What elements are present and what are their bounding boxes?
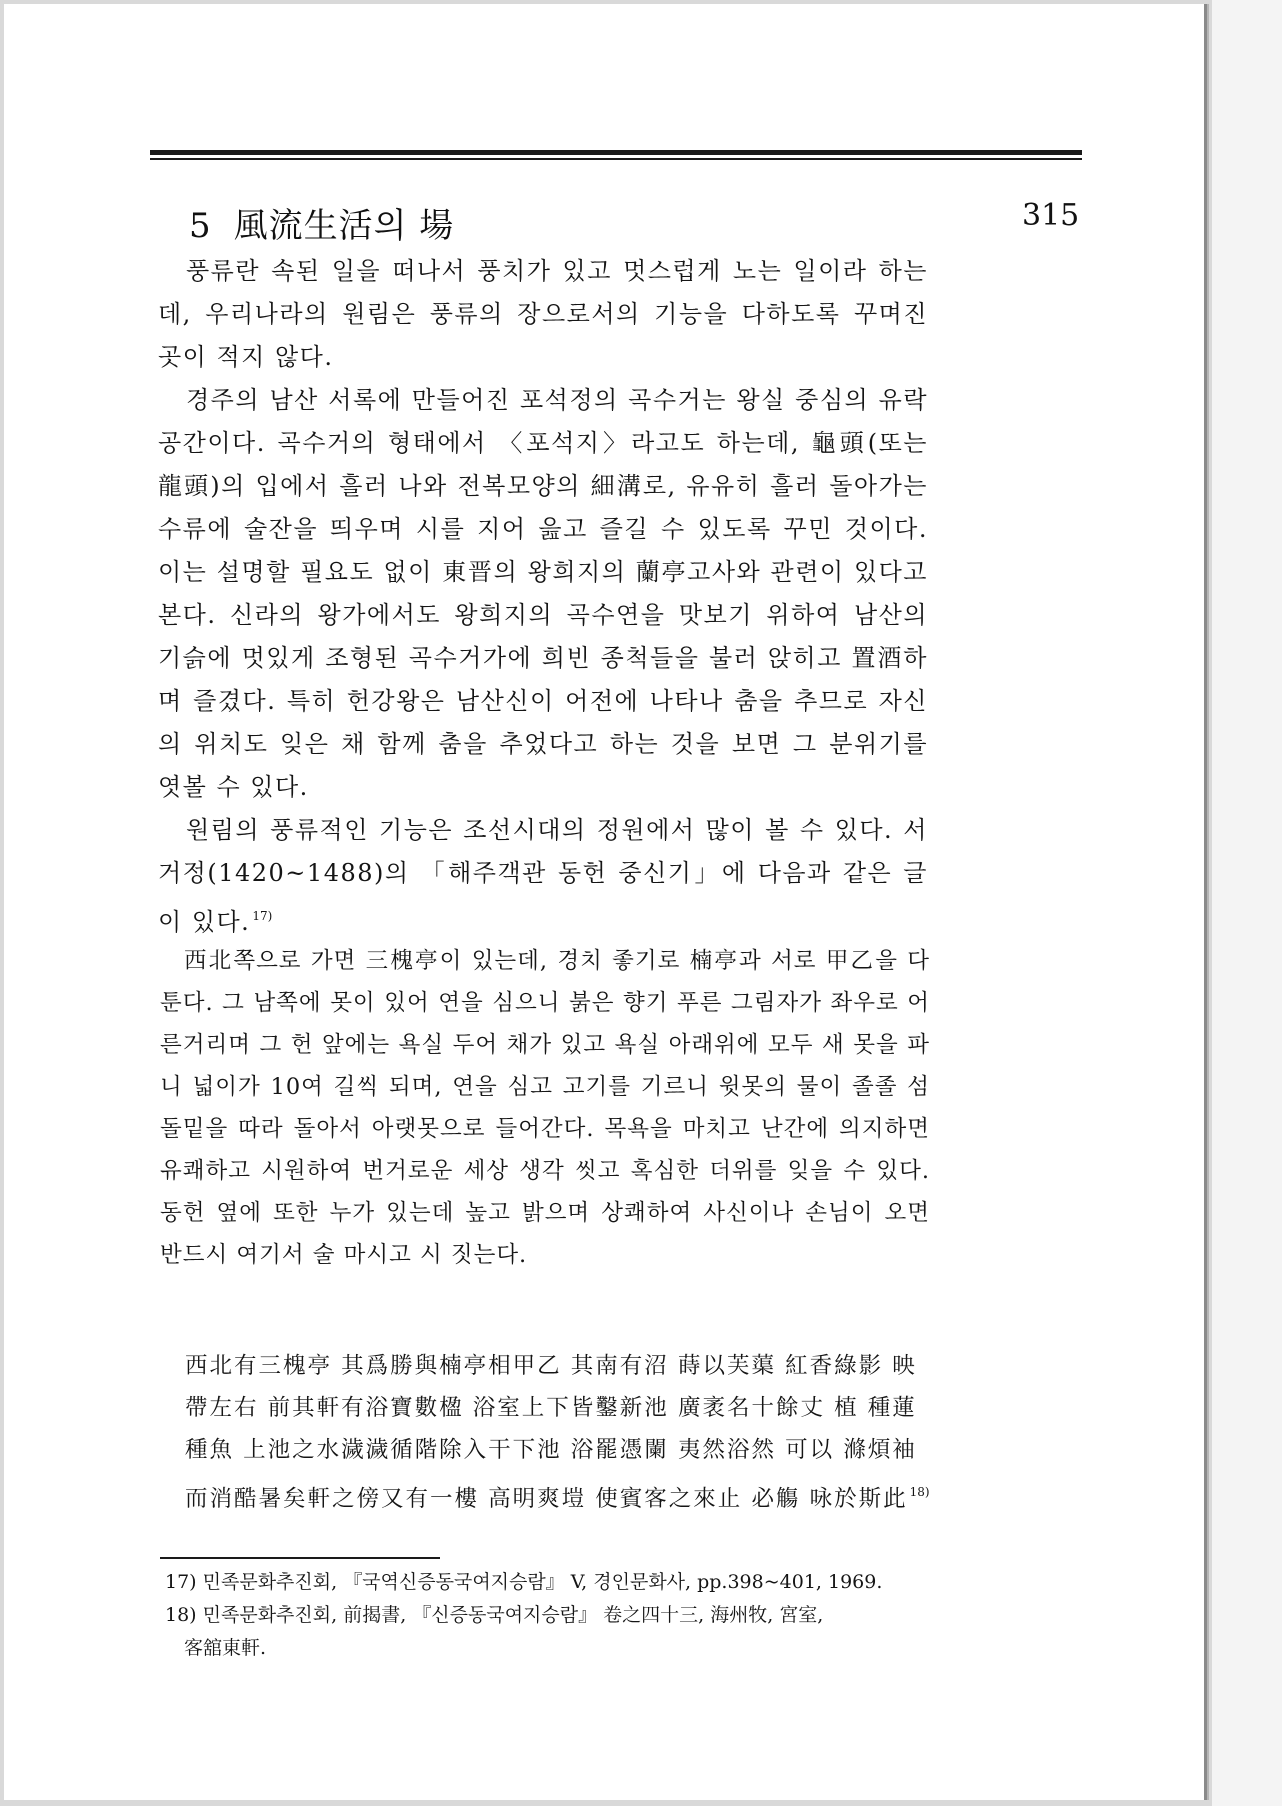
paragraph: 경주의 남산 서록에 만들어진 포석정의 곡수거는 왕실 중심의 유락공간이다. 곡수거의 형태에서 〈포석지〉라고도 하는데, 龜頭(또는 龍頭)의 입에서 흘러 나와 전복모양의 細溝로, 유유히 흘러 돌아가는 수류에 술잔을 띄우며 시를 지어 읊고 즐길 수 있도록 꾸민 것이다. 이는 설명할 필요도 없이 東晋의 왕희지의 蘭亭고사와 관련이 있다고 본다. 신라의 왕가에서도 왕희지의 곡수연을 맛보기 위하여 남산의 기슭에 멋있게 조형된 곡수거가에 희빈 종척들을 불러 앉히고 置酒하며 즐겼다. 특히 헌강왕은 남산신이 어전에 나타나 춤을 추므로 자신의 위치도 잊은 채 함께 춤을 추었다고 하는 것을 보면 그 분위기를 엿볼 수 있다.	[158, 386, 928, 801]
footnote-ref-18: 18)	[909, 1485, 930, 1499]
paragraph	[158, 809, 928, 944]
footnote-18-continuation: 客舘東軒.	[184, 1637, 267, 1659]
footnote-marker: 17)	[165, 1571, 197, 1593]
quote-hanja-text: 西北有三槐亭 其爲勝與楠亭相甲乙 其南有沼 蒔以芙蕖 紅香綠影 映帶左右 前其軒有浴寶數楹 浴室上下皆鑿新池 廣袤名十餘丈 植 種蓮種魚 上池之水濊濊循階除入干下池 浴罷憑闌 夷然浴然 可以 滌煩袖 而消酷暑矣軒之傍又有一樓 高明爽塏 使賓客之來止 必觴 咏於斯此	[185, 1353, 917, 1512]
quote-korean	[160, 940, 930, 1276]
header-rule-thick	[150, 150, 1082, 155]
section-number: 5	[189, 206, 212, 246]
paragraph-text: 원림의 풍류적인 기능은 조선시대의 정원에서 많이 볼 수 있다. 서거정(1420~1488)의 「해주객관 동헌 중신기」에 다음과 같은 글이 있다.	[158, 816, 928, 936]
footnote-17	[165, 1566, 985, 1599]
paragraph: 풍류란 속된 일을 떠나서 풍치가 있고 멋스럽게 노는 일이라 하는데, 우리나라의 원림은 풍류의 장으로서의 기능을 다하도록 꾸며진 곳이 적지 않다.	[158, 257, 928, 371]
section-title: 風流生活의 場	[233, 206, 455, 246]
page-number: 315	[1022, 198, 1080, 233]
quote-hanja-paragraph	[185, 1345, 930, 1520]
footnotes	[165, 1566, 985, 1665]
footnote-text: 민족문화추진회, 前揭書, 『신증동국여지승람』 卷之四十三, 海州牧, 宮室,	[202, 1604, 824, 1626]
quote-hanja	[185, 1345, 930, 1520]
footnote-marker: 18)	[165, 1604, 197, 1626]
footnote-rule	[160, 1557, 440, 1559]
quote-korean-text: 西北쪽으로 가면 三槐亭이 있는데, 경치 좋기로 楠亭과 서로 甲乙을 다툰다. 그 남쪽에 못이 있어 연을 심으니 붉은 향기 푸른 그림자가 좌우로 어른거리며 그 헌 앞에는 욕실 두어 채가 있고 욕실 아래위에 모두 새 못을 파니 넓이가 10여 길씩 되며, 연을 심고 고기를 기르니 윗못의 물이 졸졸 섬돌밑을 따라 돌아서 아랫못으로 들어간다. 목욕을 마치고 난간에 의지하면 유쾌하고 시원하여 번거로운 세상 생각 씻고 혹심한 더위를 잊을 수 있다. 동헌 옆에 또한 누가 있는데 높고 밝으며 상쾌하여 사신이나 손님이 오면 반드시 여기서 술 마시고 시 짓는다.	[160, 948, 930, 1268]
footnote-18	[165, 1599, 985, 1632]
body-text	[158, 250, 928, 944]
section-heading	[189, 198, 454, 247]
viewer-margin	[1212, 0, 1282, 1806]
footnote-text: 민족문화추진회, 『국역신증동국여지승람』 V, 경인문화사, pp.398~401, 1969.	[202, 1571, 883, 1593]
footnote-ref-17: 17)	[252, 909, 273, 923]
header-rule-thin	[150, 158, 1082, 160]
